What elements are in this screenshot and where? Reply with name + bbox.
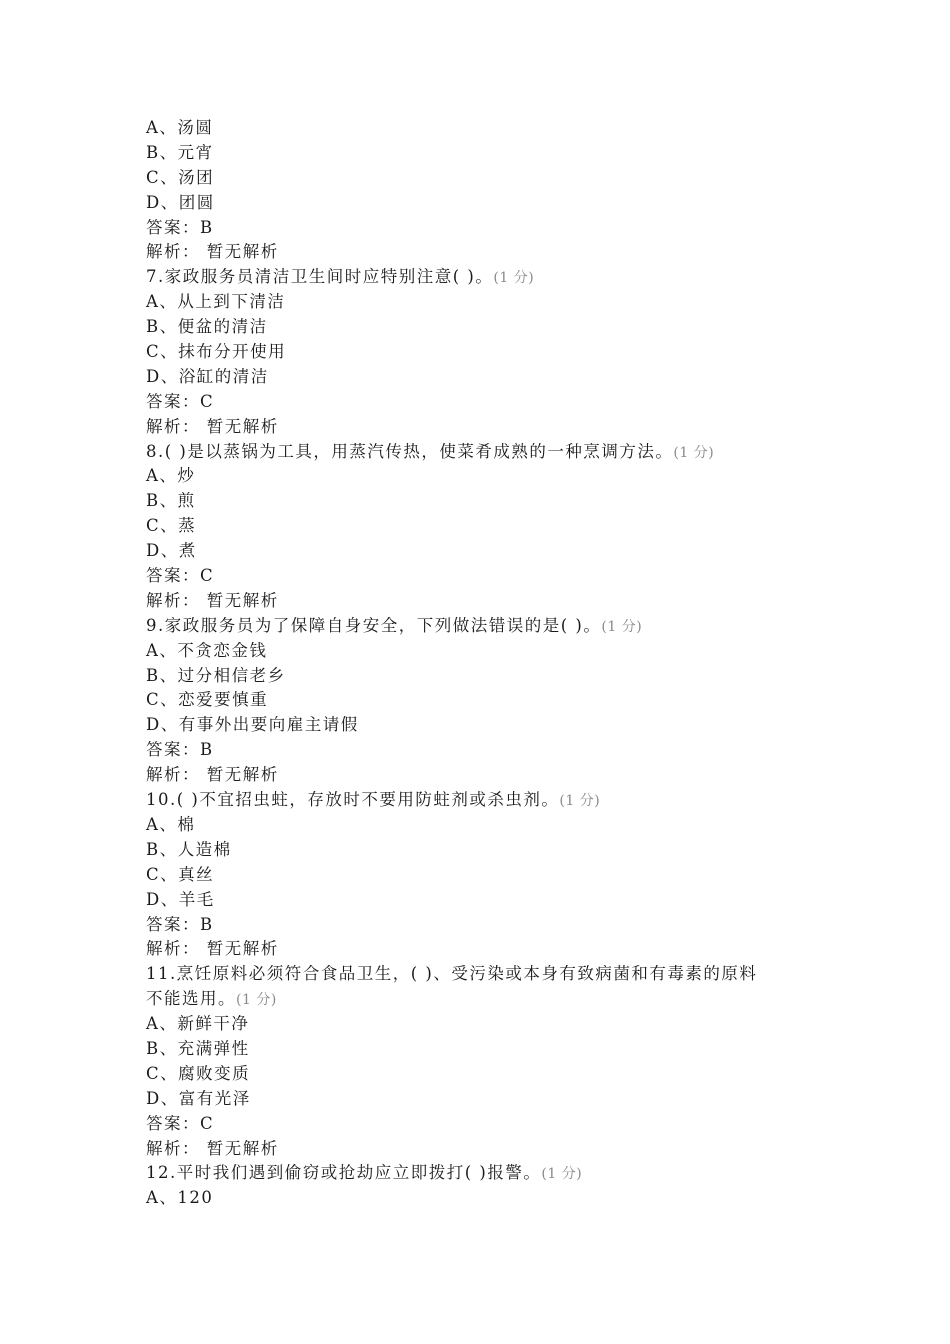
question-block-7: [146, 265, 866, 439]
question-stem: 10.( )不宜招虫蛀，存放时不要用防蛀剂或杀虫剂。: [146, 790, 560, 810]
option-b: B、元宵: [146, 142, 214, 162]
question-block-6: [146, 116, 866, 265]
answer: 答案：B: [146, 740, 214, 760]
option-b: B、人造棉: [146, 839, 232, 859]
points-label: (1 分): [601, 618, 643, 635]
option-b: B、充满弹性: [146, 1038, 250, 1058]
points-label: (1 分): [673, 444, 715, 461]
answer: 答案：C: [146, 1113, 215, 1133]
question-text: 11.烹饪原料必须符合食品卫生，( )、受污染或本身有致病菌和有毒素的原料: [146, 964, 758, 984]
option-a: A、汤圆: [146, 118, 214, 137]
option-c: C、抹布分开使用: [146, 342, 287, 362]
option-b: B、便盆的清洁: [146, 317, 268, 337]
option-b: B、过分相信老乡: [146, 665, 286, 685]
option-a: A、从上到下清洁: [146, 292, 286, 312]
question-stem: 8.( )是以蒸锅为工具，用蒸汽传热，使菜肴成熟的一种烹调方法。: [146, 441, 674, 461]
question-stem: 12.平时我们遇到偷窃或抢劫应立即拨打( )报警。: [146, 1163, 542, 1183]
analysis: 解析： 暂无解析: [146, 939, 279, 959]
option-c: C、蒸: [146, 516, 197, 536]
option-d: D、浴缸的清洁: [146, 366, 269, 386]
question-text-continued: [146, 987, 866, 1012]
question-text: [146, 265, 866, 290]
analysis: 解析： 暂无解析: [146, 242, 279, 262]
option-a: A、不贪恋金钱: [146, 640, 268, 660]
question-block-10: [146, 788, 866, 962]
question-block-11: [146, 962, 866, 1161]
option-d: D、羊毛: [146, 889, 215, 909]
option-a: A、炒: [146, 466, 196, 486]
answer: 答案：C: [146, 391, 215, 411]
points-label: (1 分): [493, 270, 535, 287]
question-text: [146, 788, 866, 813]
option-a: A、120: [146, 1188, 214, 1208]
question-block-8: [146, 440, 866, 614]
option-d: D、团圆: [146, 192, 215, 212]
question-stem: 7.家政服务员清洁卫生间时应特别注意( )。: [146, 267, 494, 287]
option-a: A、棉: [146, 814, 196, 834]
option-c: C、汤团: [146, 167, 215, 187]
option-a: A、新鲜干净: [146, 1014, 250, 1034]
option-b: B、煎: [146, 491, 196, 511]
question-stem: 不能选用。: [146, 989, 236, 1009]
points-label: (1 分): [559, 793, 601, 810]
option-c: C、恋爱要慎重: [146, 690, 269, 710]
answer: 答案：C: [146, 566, 215, 586]
answer: 答案：B: [146, 914, 214, 934]
answer: 答案：B: [146, 217, 214, 237]
question-text: [146, 1161, 866, 1186]
analysis: 解析： 暂无解析: [146, 416, 279, 436]
question-text: [146, 440, 866, 465]
document-page: [146, 116, 866, 1211]
question-text: [146, 614, 866, 639]
option-c: C、腐败变质: [146, 1063, 251, 1083]
option-d: D、煮: [146, 541, 197, 561]
question-block-12: [146, 1161, 866, 1211]
option-c: C、真丝: [146, 864, 215, 884]
question-block-9: [146, 614, 866, 788]
question-stem: 9.家政服务员为了保障自身安全，下列做法错误的是( )。: [146, 615, 602, 635]
analysis: 解析： 暂无解析: [146, 590, 279, 610]
analysis: 解析： 暂无解析: [146, 765, 279, 785]
option-d: D、富有光泽: [146, 1088, 251, 1108]
points-label: (1 分): [541, 1166, 583, 1183]
points-label: (1 分): [236, 992, 277, 1009]
option-d: D、有事外出要向雇主请假: [146, 715, 359, 735]
analysis: 解析： 暂无解析: [146, 1138, 279, 1158]
